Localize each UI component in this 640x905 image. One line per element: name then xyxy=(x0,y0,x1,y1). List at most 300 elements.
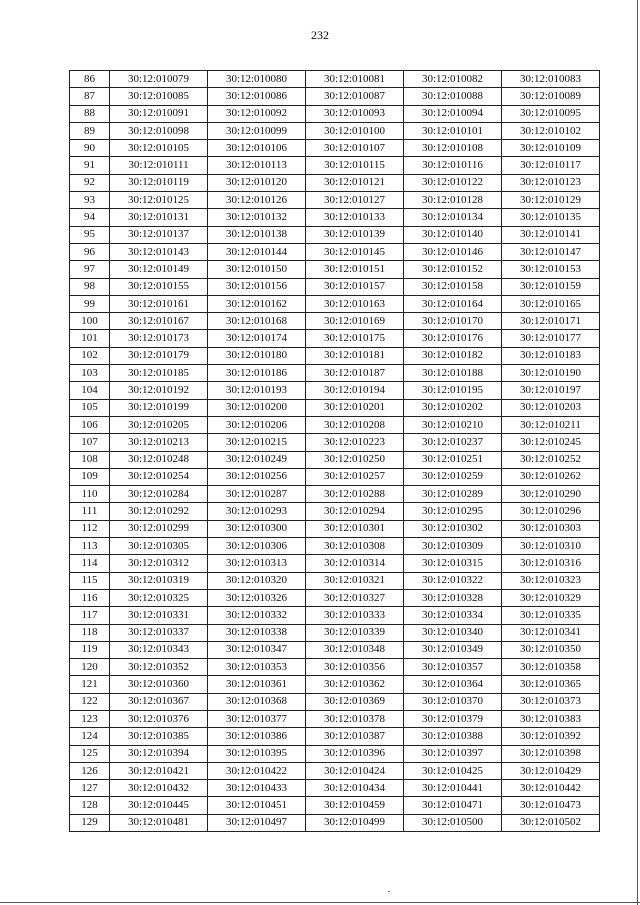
cadastral-number-cell: 30:12:010331 xyxy=(110,607,208,624)
cadastral-number-cell: 30:12:010323 xyxy=(502,572,600,589)
cadastral-number-cell: 30:12:010122 xyxy=(404,174,502,191)
cadastral-number-cell: 30:12:010105 xyxy=(110,140,208,157)
cadastral-number-cell: 30:12:010360 xyxy=(110,676,208,693)
row-number-cell: 129 xyxy=(70,814,110,831)
cadastral-number-cell: 30:12:010146 xyxy=(404,243,502,260)
table-row xyxy=(70,745,600,762)
cadastral-number-cell: 30:12:010182 xyxy=(404,347,502,364)
cadastral-number-cell: 30:12:010165 xyxy=(502,295,600,312)
table-row xyxy=(70,295,600,312)
scan-speck xyxy=(388,891,390,892)
cadastral-number-cell: 30:12:010481 xyxy=(110,814,208,831)
cadastral-number-cell: 30:12:010370 xyxy=(404,693,502,710)
cadastral-number-cell: 30:12:010442 xyxy=(502,780,600,797)
table-row xyxy=(70,71,600,88)
table-row xyxy=(70,261,600,278)
table-row xyxy=(70,780,600,797)
row-number-cell: 126 xyxy=(70,762,110,779)
cadastral-number-cell: 30:12:010128 xyxy=(404,192,502,209)
row-number-cell: 116 xyxy=(70,589,110,606)
row-number-cell: 90 xyxy=(70,140,110,157)
cadastral-number-cell: 30:12:010206 xyxy=(208,416,306,433)
cadastral-number-cell: 30:12:010102 xyxy=(502,122,600,139)
cadastral-number-cell: 30:12:010352 xyxy=(110,659,208,676)
cadastral-number-cell: 30:12:010397 xyxy=(404,745,502,762)
row-number-cell: 98 xyxy=(70,278,110,295)
cadastral-number-cell: 30:12:010259 xyxy=(404,468,502,485)
cadastral-number-cell: 30:12:010121 xyxy=(306,174,404,191)
table-row xyxy=(70,347,600,364)
cadastral-number-cell: 30:12:010362 xyxy=(306,676,404,693)
table-row xyxy=(70,728,600,745)
cadastral-number-cell: 30:12:010340 xyxy=(404,624,502,641)
table-row xyxy=(70,122,600,139)
cadastral-number-cell: 30:12:010445 xyxy=(110,797,208,814)
cadastral-number-cell: 30:12:010174 xyxy=(208,330,306,347)
cadastral-number-cell: 30:12:010361 xyxy=(208,676,306,693)
table-row xyxy=(70,555,600,572)
cadastral-number-cell: 30:12:010107 xyxy=(306,140,404,157)
cadastral-number-cell: 30:12:010098 xyxy=(110,122,208,139)
row-number-cell: 121 xyxy=(70,676,110,693)
cadastral-number-cell: 30:12:010335 xyxy=(502,607,600,624)
cadastral-table xyxy=(69,70,600,832)
cadastral-number-cell: 30:12:010334 xyxy=(404,607,502,624)
table-row xyxy=(70,503,600,520)
cadastral-number-cell: 30:12:010215 xyxy=(208,434,306,451)
cadastral-number-cell: 30:12:010388 xyxy=(404,728,502,745)
cadastral-number-cell: 30:12:010314 xyxy=(306,555,404,572)
cadastral-number-cell: 30:12:010150 xyxy=(208,261,306,278)
cadastral-number-cell: 30:12:010143 xyxy=(110,243,208,260)
cadastral-number-cell: 30:12:010339 xyxy=(306,624,404,641)
cadastral-number-cell: 30:12:010499 xyxy=(306,814,404,831)
cadastral-number-cell: 30:12:010223 xyxy=(306,434,404,451)
cadastral-number-cell: 30:12:010157 xyxy=(306,278,404,295)
cadastral-number-cell: 30:12:010376 xyxy=(110,710,208,727)
cadastral-number-cell: 30:12:010129 xyxy=(502,192,600,209)
cadastral-number-cell: 30:12:010173 xyxy=(110,330,208,347)
cadastral-number-cell: 30:12:010302 xyxy=(404,520,502,537)
cadastral-number-cell: 30:12:010144 xyxy=(208,243,306,260)
row-number-cell: 117 xyxy=(70,607,110,624)
row-number-cell: 128 xyxy=(70,797,110,814)
cadastral-number-cell: 30:12:010421 xyxy=(110,762,208,779)
table-row xyxy=(70,209,600,226)
row-number-cell: 118 xyxy=(70,624,110,641)
cadastral-number-cell: 30:12:010162 xyxy=(208,295,306,312)
cadastral-number-cell: 30:12:010163 xyxy=(306,295,404,312)
cadastral-number-cell: 30:12:010153 xyxy=(502,261,600,278)
cadastral-number-cell: 30:12:010081 xyxy=(306,71,404,88)
cadastral-number-cell: 30:12:010348 xyxy=(306,641,404,658)
cadastral-number-cell: 30:12:010086 xyxy=(208,88,306,105)
row-number-cell: 100 xyxy=(70,313,110,330)
cadastral-number-cell: 30:12:010134 xyxy=(404,209,502,226)
cadastral-number-cell: 30:12:010303 xyxy=(502,520,600,537)
cadastral-number-cell: 30:12:010353 xyxy=(208,659,306,676)
cadastral-number-cell: 30:12:010127 xyxy=(306,192,404,209)
cadastral-number-cell: 30:12:010394 xyxy=(110,745,208,762)
row-number-cell: 112 xyxy=(70,520,110,537)
cadastral-number-cell: 30:12:010203 xyxy=(502,399,600,416)
table-row xyxy=(70,140,600,157)
cadastral-number-cell: 30:12:010188 xyxy=(404,365,502,382)
cadastral-number-cell: 30:12:010294 xyxy=(306,503,404,520)
cadastral-number-cell: 30:12:010126 xyxy=(208,192,306,209)
cadastral-number-cell: 30:12:010079 xyxy=(110,71,208,88)
cadastral-number-cell: 30:12:010347 xyxy=(208,641,306,658)
cadastral-number-cell: 30:12:010186 xyxy=(208,365,306,382)
cadastral-number-cell: 30:12:010080 xyxy=(208,71,306,88)
cadastral-number-cell: 30:12:010164 xyxy=(404,295,502,312)
cadastral-number-cell: 30:12:010459 xyxy=(306,797,404,814)
row-number-cell: 95 xyxy=(70,226,110,243)
cadastral-number-cell: 30:12:010210 xyxy=(404,416,502,433)
cadastral-number-cell: 30:12:010085 xyxy=(110,88,208,105)
cadastral-number-cell: 30:12:010171 xyxy=(502,313,600,330)
table-row xyxy=(70,226,600,243)
cadastral-number-cell: 30:12:010316 xyxy=(502,555,600,572)
row-number-cell: 92 xyxy=(70,174,110,191)
cadastral-number-cell: 30:12:010306 xyxy=(208,538,306,555)
table-row xyxy=(70,434,600,451)
table-row xyxy=(70,486,600,503)
cadastral-number-cell: 30:12:010083 xyxy=(502,71,600,88)
row-number-cell: 93 xyxy=(70,192,110,209)
table-row xyxy=(70,659,600,676)
cadastral-number-cell: 30:12:010093 xyxy=(306,105,404,122)
cadastral-number-cell: 30:12:010287 xyxy=(208,486,306,503)
cadastral-number-cell: 30:12:010379 xyxy=(404,710,502,727)
cadastral-number-cell: 30:12:010497 xyxy=(208,814,306,831)
cadastral-number-cell: 30:12:010328 xyxy=(404,589,502,606)
table-row xyxy=(70,88,600,105)
cadastral-number-cell: 30:12:010326 xyxy=(208,589,306,606)
cadastral-number-cell: 30:12:010115 xyxy=(306,157,404,174)
cadastral-number-cell: 30:12:010149 xyxy=(110,261,208,278)
row-number-cell: 127 xyxy=(70,780,110,797)
cadastral-number-cell: 30:12:010200 xyxy=(208,399,306,416)
cadastral-number-cell: 30:12:010305 xyxy=(110,538,208,555)
cadastral-number-cell: 30:12:010343 xyxy=(110,641,208,658)
row-number-cell: 110 xyxy=(70,486,110,503)
table-row xyxy=(70,192,600,209)
cadastral-number-cell: 30:12:010341 xyxy=(502,624,600,641)
cadastral-number-cell: 30:12:010120 xyxy=(208,174,306,191)
cadastral-number-cell: 30:12:010151 xyxy=(306,261,404,278)
cadastral-number-cell: 30:12:010368 xyxy=(208,693,306,710)
cadastral-number-cell: 30:12:010116 xyxy=(404,157,502,174)
cadastral-number-cell: 30:12:010350 xyxy=(502,641,600,658)
cadastral-number-cell: 30:12:010089 xyxy=(502,88,600,105)
cadastral-number-cell: 30:12:010364 xyxy=(404,676,502,693)
cadastral-number-cell: 30:12:010377 xyxy=(208,710,306,727)
cadastral-number-cell: 30:12:010201 xyxy=(306,399,404,416)
cadastral-number-cell: 30:12:010383 xyxy=(502,710,600,727)
table-row xyxy=(70,451,600,468)
row-number-cell: 94 xyxy=(70,209,110,226)
cadastral-number-cell: 30:12:010158 xyxy=(404,278,502,295)
row-number-cell: 113 xyxy=(70,538,110,555)
cadastral-number-cell: 30:12:010252 xyxy=(502,451,600,468)
table-row xyxy=(70,762,600,779)
cadastral-number-cell: 30:12:010180 xyxy=(208,347,306,364)
cadastral-number-cell: 30:12:010131 xyxy=(110,209,208,226)
cadastral-number-cell: 30:12:010109 xyxy=(502,140,600,157)
cadastral-number-cell: 30:12:010197 xyxy=(502,382,600,399)
cadastral-number-cell: 30:12:010329 xyxy=(502,589,600,606)
row-number-cell: 108 xyxy=(70,451,110,468)
cadastral-number-cell: 30:12:010256 xyxy=(208,468,306,485)
row-number-cell: 115 xyxy=(70,572,110,589)
cadastral-number-cell: 30:12:010113 xyxy=(208,157,306,174)
cadastral-number-cell: 30:12:010424 xyxy=(306,762,404,779)
cadastral-number-cell: 30:12:010249 xyxy=(208,451,306,468)
cadastral-number-cell: 30:12:010211 xyxy=(502,416,600,433)
table-row xyxy=(70,589,600,606)
cadastral-number-cell: 30:12:010138 xyxy=(208,226,306,243)
cadastral-number-cell: 30:12:010500 xyxy=(404,814,502,831)
cadastral-number-cell: 30:12:010087 xyxy=(306,88,404,105)
row-number-cell: 106 xyxy=(70,416,110,433)
row-number-cell: 123 xyxy=(70,710,110,727)
cadastral-number-cell: 30:12:010299 xyxy=(110,520,208,537)
cadastral-number-cell: 30:12:010288 xyxy=(306,486,404,503)
cadastral-number-cell: 30:12:010170 xyxy=(404,313,502,330)
row-number-cell: 109 xyxy=(70,468,110,485)
cadastral-number-cell: 30:12:010313 xyxy=(208,555,306,572)
cadastral-number-cell: 30:12:010099 xyxy=(208,122,306,139)
cadastral-number-cell: 30:12:010473 xyxy=(502,797,600,814)
cadastral-number-cell: 30:12:010091 xyxy=(110,105,208,122)
cadastral-number-cell: 30:12:010137 xyxy=(110,226,208,243)
cadastral-number-cell: 30:12:010312 xyxy=(110,555,208,572)
row-number-cell: 125 xyxy=(70,745,110,762)
table-row xyxy=(70,624,600,641)
row-number-cell: 102 xyxy=(70,347,110,364)
cadastral-number-cell: 30:12:010471 xyxy=(404,797,502,814)
cadastral-number-cell: 30:12:010301 xyxy=(306,520,404,537)
cadastral-number-cell: 30:12:010295 xyxy=(404,503,502,520)
table-row xyxy=(70,365,600,382)
cadastral-number-cell: 30:12:010358 xyxy=(502,659,600,676)
cadastral-number-cell: 30:12:010088 xyxy=(404,88,502,105)
cadastral-number-cell: 30:12:010387 xyxy=(306,728,404,745)
cadastral-number-cell: 30:12:010356 xyxy=(306,659,404,676)
cadastral-number-cell: 30:12:010392 xyxy=(502,728,600,745)
cadastral-number-cell: 30:12:010094 xyxy=(404,105,502,122)
cadastral-number-cell: 30:12:010167 xyxy=(110,313,208,330)
cadastral-number-cell: 30:12:010177 xyxy=(502,330,600,347)
table-row xyxy=(70,174,600,191)
cadastral-number-cell: 30:12:010290 xyxy=(502,486,600,503)
cadastral-number-cell: 30:12:010502 xyxy=(502,814,600,831)
cadastral-number-cell: 30:12:010248 xyxy=(110,451,208,468)
cadastral-number-cell: 30:12:010292 xyxy=(110,503,208,520)
table-row xyxy=(70,468,600,485)
row-number-cell: 105 xyxy=(70,399,110,416)
row-number-cell: 86 xyxy=(70,71,110,88)
cadastral-number-cell: 30:12:010434 xyxy=(306,780,404,797)
cadastral-number-cell: 30:12:010398 xyxy=(502,745,600,762)
table-row xyxy=(70,814,600,831)
cadastral-number-cell: 30:12:010357 xyxy=(404,659,502,676)
cadastral-number-cell: 30:12:010432 xyxy=(110,780,208,797)
cadastral-number-cell: 30:12:010106 xyxy=(208,140,306,157)
cadastral-number-cell: 30:12:010300 xyxy=(208,520,306,537)
cadastral-number-cell: 30:12:010262 xyxy=(502,468,600,485)
cadastral-number-cell: 30:12:010202 xyxy=(404,399,502,416)
table-row xyxy=(70,313,600,330)
cadastral-number-cell: 30:12:010183 xyxy=(502,347,600,364)
cadastral-number-cell: 30:12:010190 xyxy=(502,365,600,382)
cadastral-number-cell: 30:12:010195 xyxy=(404,382,502,399)
cadastral-number-cell: 30:12:010156 xyxy=(208,278,306,295)
row-number-cell: 96 xyxy=(70,243,110,260)
cadastral-number-cell: 30:12:010152 xyxy=(404,261,502,278)
table-row xyxy=(70,330,600,347)
cadastral-number-cell: 30:12:010194 xyxy=(306,382,404,399)
cadastral-number-cell: 30:12:010176 xyxy=(404,330,502,347)
cadastral-number-cell: 30:12:010422 xyxy=(208,762,306,779)
cadastral-number-cell: 30:12:010257 xyxy=(306,468,404,485)
table-row xyxy=(70,105,600,122)
cadastral-number-cell: 30:12:010237 xyxy=(404,434,502,451)
cadastral-number-cell: 30:12:010396 xyxy=(306,745,404,762)
table-row xyxy=(70,278,600,295)
row-number-cell: 103 xyxy=(70,365,110,382)
cadastral-number-cell: 30:12:010192 xyxy=(110,382,208,399)
cadastral-number-cell: 30:12:010119 xyxy=(110,174,208,191)
cadastral-number-cell: 30:12:010319 xyxy=(110,572,208,589)
cadastral-number-cell: 30:12:010175 xyxy=(306,330,404,347)
scan-edge-bottom xyxy=(0,902,640,903)
table-row xyxy=(70,399,600,416)
cadastral-number-cell: 30:12:010429 xyxy=(502,762,600,779)
row-number-cell: 91 xyxy=(70,157,110,174)
cadastral-number-cell: 30:12:010145 xyxy=(306,243,404,260)
cadastral-number-cell: 30:12:010365 xyxy=(502,676,600,693)
cadastral-number-cell: 30:12:010213 xyxy=(110,434,208,451)
cadastral-number-cell: 30:12:010254 xyxy=(110,468,208,485)
cadastral-number-cell: 30:12:010187 xyxy=(306,365,404,382)
cadastral-number-cell: 30:12:010108 xyxy=(404,140,502,157)
cadastral-number-cell: 30:12:010386 xyxy=(208,728,306,745)
cadastral-number-cell: 30:12:010373 xyxy=(502,693,600,710)
row-number-cell: 104 xyxy=(70,382,110,399)
row-number-cell: 122 xyxy=(70,693,110,710)
cadastral-number-cell: 30:12:010250 xyxy=(306,451,404,468)
cadastral-number-cell: 30:12:010451 xyxy=(208,797,306,814)
cadastral-number-cell: 30:12:010309 xyxy=(404,538,502,555)
cadastral-number-cell: 30:12:010327 xyxy=(306,589,404,606)
row-number-cell: 99 xyxy=(70,295,110,312)
table-row xyxy=(70,520,600,537)
row-number-cell: 101 xyxy=(70,330,110,347)
table-row xyxy=(70,607,600,624)
cadastral-number-cell: 30:12:010308 xyxy=(306,538,404,555)
table-row xyxy=(70,710,600,727)
cadastral-number-cell: 30:12:010322 xyxy=(404,572,502,589)
table-row xyxy=(70,157,600,174)
table-row xyxy=(70,797,600,814)
cadastral-number-cell: 30:12:010193 xyxy=(208,382,306,399)
cadastral-number-cell: 30:12:010433 xyxy=(208,780,306,797)
cadastral-number-cell: 30:12:010141 xyxy=(502,226,600,243)
scan-edge-right xyxy=(637,0,638,905)
table-row xyxy=(70,243,600,260)
row-number-cell: 120 xyxy=(70,659,110,676)
cadastral-number-cell: 30:12:010425 xyxy=(404,762,502,779)
cadastral-number-cell: 30:12:010378 xyxy=(306,710,404,727)
table-row xyxy=(70,572,600,589)
row-number-cell: 87 xyxy=(70,88,110,105)
cadastral-number-cell: 30:12:010117 xyxy=(502,157,600,174)
table-row xyxy=(70,641,600,658)
cadastral-number-cell: 30:12:010155 xyxy=(110,278,208,295)
table-row xyxy=(70,416,600,433)
cadastral-number-cell: 30:12:010293 xyxy=(208,503,306,520)
cadastral-number-cell: 30:12:010179 xyxy=(110,347,208,364)
cadastral-number-cell: 30:12:010332 xyxy=(208,607,306,624)
cadastral-number-cell: 30:12:010320 xyxy=(208,572,306,589)
row-number-cell: 119 xyxy=(70,641,110,658)
row-number-cell: 89 xyxy=(70,122,110,139)
table-row xyxy=(70,382,600,399)
cadastral-number-cell: 30:12:010101 xyxy=(404,122,502,139)
cadastral-number-cell: 30:12:010385 xyxy=(110,728,208,745)
table-row xyxy=(70,676,600,693)
cadastral-number-cell: 30:12:010284 xyxy=(110,486,208,503)
cadastral-number-cell: 30:12:010321 xyxy=(306,572,404,589)
cadastral-number-cell: 30:12:010181 xyxy=(306,347,404,364)
cadastral-number-cell: 30:12:010315 xyxy=(404,555,502,572)
cadastral-number-cell: 30:12:010338 xyxy=(208,624,306,641)
cadastral-number-cell: 30:12:010367 xyxy=(110,693,208,710)
cadastral-number-cell: 30:12:010161 xyxy=(110,295,208,312)
cadastral-number-cell: 30:12:010100 xyxy=(306,122,404,139)
table-row xyxy=(70,538,600,555)
cadastral-number-cell: 30:12:010169 xyxy=(306,313,404,330)
cadastral-number-cell: 30:12:010185 xyxy=(110,365,208,382)
cadastral-number-cell: 30:12:010310 xyxy=(502,538,600,555)
cadastral-number-cell: 30:12:010349 xyxy=(404,641,502,658)
cadastral-number-cell: 30:12:010337 xyxy=(110,624,208,641)
cadastral-number-cell: 30:12:010082 xyxy=(404,71,502,88)
cadastral-number-cell: 30:12:010208 xyxy=(306,416,404,433)
cadastral-number-cell: 30:12:010135 xyxy=(502,209,600,226)
cadastral-number-cell: 30:12:010132 xyxy=(208,209,306,226)
cadastral-number-cell: 30:12:010289 xyxy=(404,486,502,503)
page-number: 232 xyxy=(311,28,329,42)
cadastral-number-cell: 30:12:010199 xyxy=(110,399,208,416)
cadastral-number-cell: 30:12:010123 xyxy=(502,174,600,191)
cadastral-number-cell: 30:12:010159 xyxy=(502,278,600,295)
row-number-cell: 97 xyxy=(70,261,110,278)
cadastral-number-cell: 30:12:010095 xyxy=(502,105,600,122)
cadastral-number-cell: 30:12:010139 xyxy=(306,226,404,243)
table-row xyxy=(70,693,600,710)
cadastral-number-cell: 30:12:010325 xyxy=(110,589,208,606)
cadastral-number-cell: 30:12:010133 xyxy=(306,209,404,226)
cadastral-number-cell: 30:12:010092 xyxy=(208,105,306,122)
cadastral-number-cell: 30:12:010147 xyxy=(502,243,600,260)
row-number-cell: 114 xyxy=(70,555,110,572)
cadastral-number-cell: 30:12:010125 xyxy=(110,192,208,209)
cadastral-number-cell: 30:12:010296 xyxy=(502,503,600,520)
cadastral-number-cell: 30:12:010251 xyxy=(404,451,502,468)
